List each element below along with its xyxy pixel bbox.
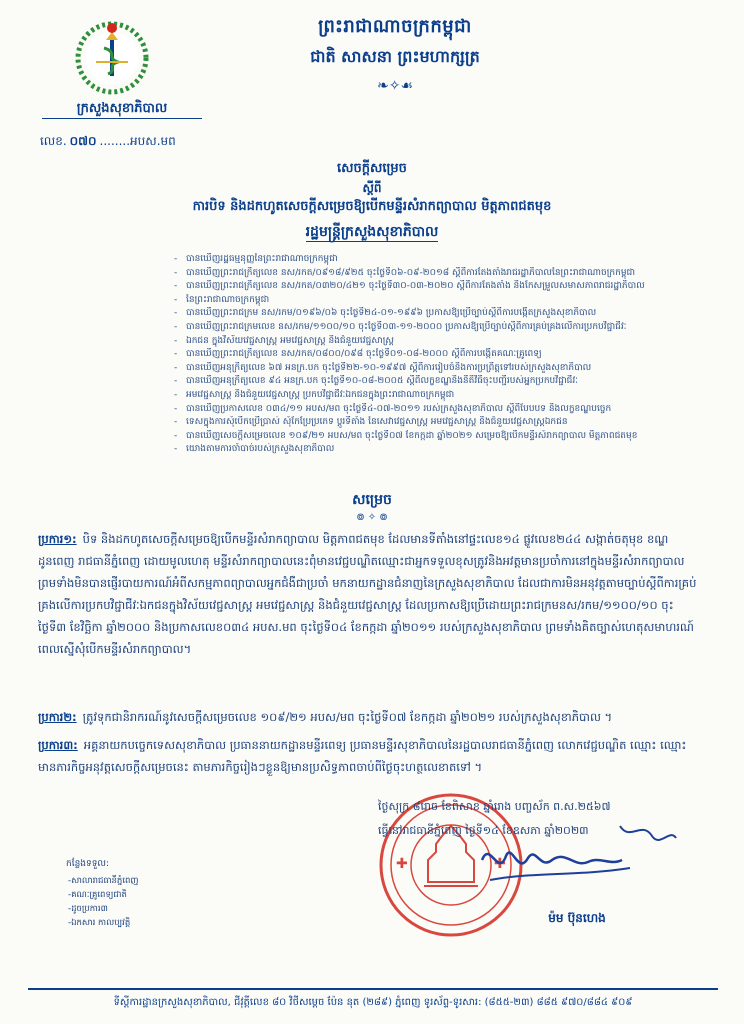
article-2 — [38, 706, 698, 728]
recipient-item: -ដូចប្រការ៣ — [68, 904, 108, 914]
ref-prefix: លេខ. — [40, 134, 67, 148]
header-ornament: ❧✧☙ — [376, 78, 413, 94]
solar-date-text: ធ្វើនៅរាជធានីភ្នំពេញ ថ្ងៃទី១៤ ខែឧសភា ឆ្នាំ២០២៣ — [378, 824, 589, 837]
ref-suffix: ........អបស.មព — [99, 134, 176, 148]
article-3-label: ប្រការ៣: — [38, 738, 78, 752]
decision-subject: ការបិទ និងដកហូតសេចក្តីសម្រេចឱ្យបើកមន្ទីរសំរាកព្យាបាល មិត្តភាពជតមុខ — [192, 199, 552, 214]
citation-item: - បានឃើញព្រះរាជក្រមលេខ នស/រកម/១១០០/១០ ចុះថ្ងៃទី០៣-១១-២០០០ ប្រកាសឱ្យប្រើច្បាប់ស្តីពីការគ្រប់គ្រងលើការប្រកបវិជ្ជាជីវៈ — [172, 321, 692, 334]
citation-item: - បានឃើញព្រះរាជក្រឹត្យលេខ នស/រកត/០៨០០/០៩៨ ចុះថ្ងៃទី០១-០៨-២០០០ ស្តីពីការបង្កើតគណៈគ្រូពេទ្យ — [172, 348, 692, 361]
recipient-item: -សាលារាជធានីភ្នំពេញ — [68, 876, 139, 886]
citation-item: - បានឃើញប្រកាសលេខ ០៣៤/១១ អបស/មព ចុះថ្ងៃទី៤-០៧-២០១១ របស់ក្រសួងសុខាភិបាល ស្តីពីបែបបទ និងលក្ខខណ្ឌបច្ចេក — [172, 403, 692, 416]
citation-item: - ទេសក្នុងការសុំបើកប្រើប្រាស់ សុំកែប្រែប្រភេទ ប្តូរទីតាំង នៃសេវាវេជ្ជសាស្ត្រ អមវេជ្ជសាស្ត្រ និងជំនួយវេជ្ជសាស្ត្រឯកជន — [172, 416, 692, 429]
decision-on: ស្តីពី — [362, 181, 382, 195]
svg-text:✚: ✚ — [396, 856, 408, 872]
recipient-item: -គណៈគ្រូពេទ្យជាតិ — [68, 890, 127, 900]
kingdom-heading: ព្រះរាជាណាចក្រកម្ពុជា — [318, 16, 472, 37]
article-3 — [38, 734, 698, 778]
footer-address: ទីស្តីការដ្ឋានក្រសួងសុខាភិបាល, ជីវុត្តីលេខ ៨០ វិថីសម្តេច ប៉ែន នុត (២៨៩) ភ្នំពេញ ទូរស័ព្ទ-ទូរសារ: (៨៥៥-២៣) ៨៨៥ ៩៧០/៨៨៤ ៩០៩ — [113, 997, 633, 1008]
citation-item: - យោងតាមការចាំបាច់របស់ក្រសួងសុខាភិបាល — [172, 443, 692, 456]
citation-item: - បានឃើញរដ្ឋធម្មនុញ្ញនៃព្រះរាជាណាចក្រកម្ពុជា — [172, 253, 692, 266]
national-motto: ជាតិ សាសនា ព្រះមហាក្សត្រ — [310, 47, 480, 66]
citation-item: - បានឃើញព្រះរាជក្រម នស/រកម/០១៩៦/០៦ ចុះថ្ងៃទី២៤-០១-១៩៩៦ ប្រកាសឱ្យប្រើច្បាប់ស្តីពីការបង្កើតក្រសួងសុខាភិបាល — [172, 307, 692, 320]
signer-name: ម៉ម ប៊ុនហេង — [548, 911, 606, 925]
citation-item: - បានឃើញអនុក្រឹត្យលេខ ៩៤ អនក្រ.បក ចុះថ្ងៃទី១០-០៨-២០០៥ ស្តីពីលក្ខខណ្ឌនិងនីតិវិធីចុះបញ្ជីរបស់អ្នកប្រកបវិជ្ជាជីវៈ — [172, 375, 692, 388]
citation-item: - បានឃើញអនុក្រឹត្យលេខ ៦៧ អនក្រ.បក ចុះថ្ងៃទី២២-១០-១៩៩៧ ស្តីពីការរៀបចំនិងការប្រព្រឹត្តទៅរបស់ក្រសួងសុខាភិបាល — [172, 362, 692, 375]
recipient-item: -ឯកសារ កាលប្បវត្តិ — [68, 918, 131, 928]
citation-item: - ឯកជន ក្នុងវិស័យវេជ្ជសាស្ត្រ អមវេជ្ជសាស្ត្រ និងជំនួយវេជ្ជសាស្ត្រ — [172, 335, 692, 348]
reference-number — [40, 133, 176, 151]
article-1 — [38, 528, 698, 660]
ministry-underline — [42, 118, 202, 119]
decision-ornament: ៙ ✧ ៙ — [356, 512, 388, 523]
citation-item: - បានឃើញព្រះរាជក្រឹត្យលេខ នស/រកត/០៩១៨/៩២៥ ចុះថ្ងៃទី០៦-០៩-២០១៨ ស្តីពីការតែងតាំងរាជរដ្ឋាភិបាលនៃព្រះរាជាណាចក្រកម្ពុជា — [172, 267, 692, 280]
article-2-text: ត្រូវទុកជានិរាករណ៍នូវសេចក្តីសម្រេចលេខ ១០៩/២១ អបស/មព ចុះថ្ងៃទី០៧ ខែកក្កដា ឆ្នាំ២០២១ របស់ក្រសួងសុខាភិបាល ។ — [82, 710, 613, 724]
svg-text:✚: ✚ — [494, 856, 506, 872]
citation-item: - អមវេជ្ជសាស្ត្រ និងជំនួយវេជ្ជសាស្ត្រ ប្រកបវិជ្ជាជីវៈឯកជនក្នុងព្រះរាជាណាចក្រកម្ពុជា — [172, 389, 692, 402]
minister-title-text: រដ្ឋមន្ត្រីក្រសួងសុខាភិបាល — [305, 224, 439, 240]
article-2-label: ប្រការ២: — [38, 710, 77, 724]
citation-item: - នៃព្រះរាជាណាចក្រកម្ពុជា — [172, 294, 692, 307]
article-1-label: ប្រការ១: — [38, 532, 77, 546]
ministry-name: ក្រសួងសុខាភិបាល — [76, 101, 168, 116]
footer-rule — [28, 988, 718, 990]
citation-item: - បានឃើញសេចក្តីសម្រេចលេខ ១០៩/២១ អបស/មព ចុះថ្ងៃទី០៧ ខែកក្កដា ឆ្នាំ២០២១ សម្រេចឱ្យបើកមន្ទីរសំរាកព្យាបាល មិត្តភាពជតមុខ — [172, 430, 692, 443]
article-1-text: បិទ និងដកហូតសេចក្តីសម្រេចឱ្យបើកមន្ទីរសំរាកព្យាបាល មិត្តភាពជតមុខ ដែលមានទីតាំងនៅផ្ទះលេខ១៤ ផ្លូវលេខ២៤៤ សង្កាត់ចតុមុខ ខណ្ឌដូនពេញ រាជធានីភ្នំពេញ ដោយមូលហេតុ មន្ទីរសំរាកព្យាបាលនេះពុំមានវេជ្ជបណ្ឌិតឈ្មោះជាអ្នកទទួលខុសត្រូវនិងអវត្តមានប្រចាំការនៅក្នុងមន្ទីរសំរាកព្យាបាល ព្រមទាំងមិនបានផ្ញើរបាយការណ៍អំពីសកម្មភាពព្យាបាលអ្នកជំងឺជាប្រចាំ មកនាយកដ្ឋានជំនាញនៃក្រសួងសុខាភិបាល ដែលជាការមិនអនុវត្តតាមច្បាប់ស្តីពីការគ្រប់គ្រងលើការប្រកបវិជ្ជាជីវៈឯកជនក្នុងវិស័យវេជ្ជសាស្ត្រ អមវេជ្ជសាស្ត្រ និងជំនួយវេជ្ជសាស្ត្រ ដែលប្រកាសឱ្យប្រើដោយព្រះរាជក្រមនស/រកម/១១០០/១០ ចុះថ្ងៃទី៣ ខែវិច្ឆិកា ឆ្នាំ២០០០ និងប្រកាសលេខ០៣៤ អបស.មព ចុះថ្ងៃទី០៤ ខែកក្កដា ឆ្នាំ២០១១ របស់ក្រសួងសុខាភិបាល ព្រមទាំងគិតច្បាស់ហេតុសមាហរណ៍ពេលស្នើសុំបើកមន្ទីរសំរាកព្យាបាល។ — [38, 532, 697, 656]
ministry-logo-icon — [66, 10, 158, 102]
citation-item: - បានឃើញព្រះរាជក្រឹត្យលេខ នស/រកត/០៣២០/៤២១ ចុះថ្ងៃទី៣០-០៣-២០២០ ស្តីពីការតែងតាំង និងកែសម្រួលសមាសភាពរាជរដ្ឋាភិបាល — [172, 280, 692, 293]
recipients-list — [68, 874, 139, 930]
article-3-text: អគ្គនាយកបច្ចេកទេសសុខាភិបាល ប្រធាននាយកដ្ឋានមន្ទីរពេទ្យ ប្រធានមន្ទីរសុខាភិបាលនៃរដ្ឋបាលរាជធានីភ្នំពេញ លោកវេជ្ជបណ្ឌិត ឈ្មោះ ឈ្មោះ មានភារកិច្ចអនុវត្តសេចក្តីសម្រេចនេះ តាមភារកិច្ចរៀងៗខ្លួនឱ្យមានប្រសិទ្ធភាពចាប់ពីថ្ងៃចុះហត្ថលេខាតទៅ ។ — [38, 738, 687, 774]
citations-list — [172, 253, 692, 457]
minister-title — [120, 222, 624, 243]
recipients-title: កន្លែងទទួល: — [66, 859, 110, 869]
decision-title: សេចក្តីសម្រេច — [337, 161, 407, 176]
ref-number: ០៧០ — [69, 134, 97, 148]
signature-icon — [470, 820, 680, 920]
lunar-date: ថ្ងៃសុក្រ ៨រោច ខែពិសាខ ឆ្នាំរោង បញ្ចស័ក ព.ស.២៥៦៧ — [378, 800, 611, 813]
decision-heading: សម្រេច — [352, 492, 392, 508]
